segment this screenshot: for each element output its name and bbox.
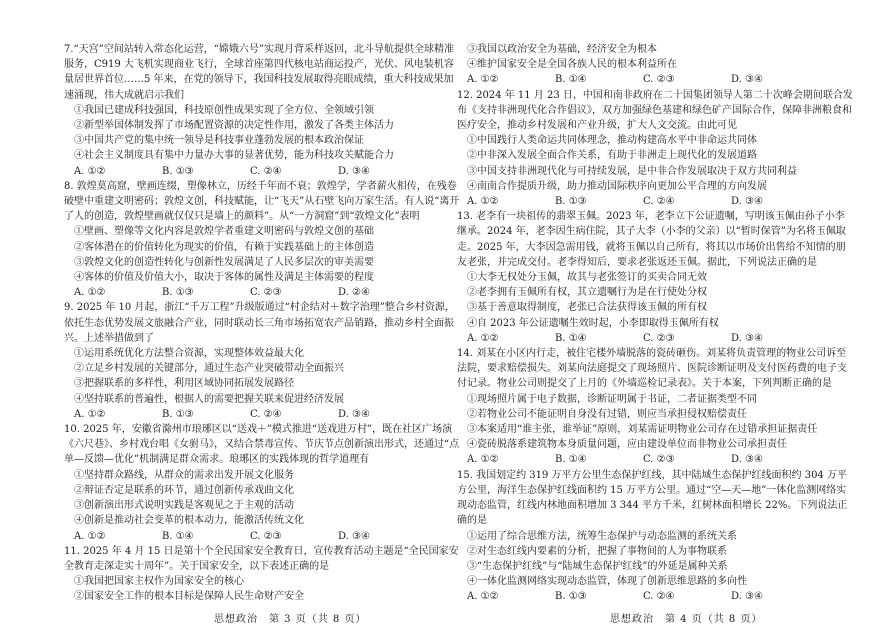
statement-option: ④社会主义制度具有集中力量办大事的显著优势，能为科技攻关赋能合力 [74,150,394,162]
statement-option: ①大李无权处分玉佩，故其与老张签订的买卖合同无效 [467,272,707,284]
question-stem: 15. 我国划定约 319 万平方公里生态保护红线，其中陆域生态保护红线面积约 304 万平方公里，海洋生态保护红线面积约 15 万平方公里。通过“空—天—地”一体化监测网络实现动态监管，红线内林地面积增加 3 344 平方千米，红树林面积增长 22%。下列说法正确的是 [457,469,848,527]
question-block [457,42,853,88]
statement-option: ③中国共产党的集中统一领导是科技事业蓬勃发展的根本政治保证 [74,135,364,147]
answer-choice: D. ③④ [731,74,763,86]
statement-option: ③我国以政治安全为基础，经济安全为根本 [467,44,657,55]
answer-choice: A. ①② [467,196,499,208]
statement-option: ③创新演出形式说明实践是客观见之于主观的活动 [74,500,294,512]
answer-choice: B. ①④ [555,74,587,86]
statement-option: ①壁画、塑像等文化内容是敦煌学者重建文明密码与敦煌文创的基础 [74,226,374,238]
answer-choice: D. ③④ [338,165,370,177]
answer-choice: B. ①④ [162,530,194,542]
statement-option: ③“生态保护红线”与“陆域生态保护红线”的外延是属种关系 [467,560,728,572]
statement-option: ④一体化监测网络实现动态监管，体现了创新思维思路的多向性 [467,576,747,588]
answer-choices [457,331,853,346]
question-stem: 10. 2025 年，安徽省滁州市琅琊区以“送戏＋”模式推进“送戏进万村”，既在社区广场演《六尺巷》、乡村戏台唱《女驸马》，又结合禁毒宣传、节庆节点创新演出形式，还通过“点单—反馈—优化”机制满足群众需求。琅琊区的实践体现的哲学道理有 [64,424,460,466]
question-stem: 14. 刘某在小区内行走，被住宅楼外墙脱落的瓷砖砸伤。刘某将负责管理的物业公司诉至法院，要求赔偿损失。刘某向法庭提交了现场照片、医院诊断证明及支付医药费的电子支付记录。物业公司则提交了上月的《外墙巡检记录表》。关于本案，下列判断正确的是 [457,348,847,390]
statement-option: ②中非深入发展全面合作关系，有助于非洲走上现代化的发展道路 [467,150,757,162]
statement-option: ①我国把国家主权作为国家安全的核心 [74,576,244,588]
answer-choice: B. ①③ [162,165,194,177]
question-block [64,544,460,605]
answer-choice: D. ②④ [338,287,370,299]
question-block [64,42,460,179]
statement-option: ③中国支持非洲现代化与可持续发展，是中非合作发展取决于双方共同利益 [467,165,797,177]
answer-choice: D. ③④ [731,591,763,603]
statement-option: ④坚持联系的普遍性，根据人的需要把握关联来促进经济发展 [74,393,344,405]
page-footer-right: 思想政治 第 4 页（共 8 页） [610,614,763,625]
question-stem: 12. 2024 年 11 月 23 日，中国和南非政府在二十国集团领导人第二十次峰会期间联合发布《支持非洲现代化合作倡议》，双方加强绿色基建和绿色矿产国际合作，保障非洲粮食和医疗安全，推动乡村发展和产业升级，扩大人文交流。由此可见 [457,89,853,132]
question-block [64,300,460,422]
statement-option: ②新型举国体制发挥了市场配置资源的决定性作用，激发了各类主体活力 [74,120,394,132]
question-block [457,88,853,210]
statement-option: ②国家安全工作的根本目标是保障人民生命财产安全 [74,591,304,603]
answer-choice: A. ①② [74,287,106,299]
statement-option: ①中国践行人类命运共同体理念，推动构建高水平中非命运共同体 [467,135,757,147]
answer-choice: C. ②③ [250,530,282,542]
question-stem: 13. 老李有一块祖传的翡翠玉佩。2023 年，老李立下公证遗嘱，写明该玉佩由孙子小李继承。2024 年，老李因生病住院，其子大李（小李的父亲）以“暂时保管”为名将玉佩取走。2025 年，大李因急需用钱，就将玉佩以自己所有，将其以市场价出售给不知情的朋友老张，并完成交付。老李得知后，要求老张返还玉佩。据此，下列说法正确的是 [457,211,846,268]
statement-option: ③敦煌文化的创造性转化与创新性发展满足了人民多层次的审美需要 [74,256,374,268]
answer-choice: A. ①② [74,530,106,542]
statement-option: ④自 2023 年公证遗嘱生效时起，小李即取得玉佩所有权 [467,317,719,329]
statement-option: ②客体潜在的价值转化为现实的价值，有赖于实践基础上的主体创造 [74,241,374,253]
answer-choice: A. ①② [74,165,106,177]
answer-choice: A. ①② [467,454,499,466]
statement-option: ①坚持群众路线，从群众的需求出发开展文化服务 [74,469,294,481]
answer-choices [457,72,853,87]
question-stem: 7.“天宫”空间站转入常态化运营，“嫦娥六号”实现月背采样返回，北斗导航提供全球精准服务，C919 大飞机实现商业飞行，全球首座第四代核电站商运投产，光伏、风电装机容量居世界首位……5 年来，在党的领导下，我国科技发展取得亮眼成绩，重大科技成果加速涌现，伟大成就启示我们 [64,44,454,101]
statement-option: ②立足乡村发展的关键部分，通过生态产业突破带动全面振兴 [74,363,344,375]
answer-choice: C. ②④ [250,408,282,420]
question-stem: 9. 2025 年 10 月起，浙江“千万工程”升级版通过“村企结对＋数字治理”整合乡村资源，依托生态优势发展文旅融合产业，同时联动长三角市场拓宽农产品销路，推动乡村全面振兴。上述举措做到了 [64,302,455,344]
answer-choices [64,407,460,422]
question-stem: 11. 2025 年 4 月 15 日是第十个全民国家安全教育日，宣传教育活动主题是“全民国家安全教育走深走实十周年”。关于国家安全，以下表述正确的是 [64,545,459,572]
answer-choices [457,452,853,467]
answer-choices [64,164,460,179]
answer-choice: C. ②④ [643,591,675,603]
answer-choice: C. ②③ [643,74,675,86]
statement-option: ①我国已建成科技强国，科技原创性成果实现了全方位、全领域引领 [74,104,374,116]
answer-choices [64,529,460,544]
answer-choice: B. ①③ [555,196,587,208]
statement-option: ④瓷砖脱落系建筑物本身质量问题，应由建设单位而非物业公司承担责任 [467,439,787,451]
answer-choice: B. ①④ [555,332,587,344]
statement-option: ①现场照片属于电子数据，诊断证明属于书证，二者证据类型不同 [467,393,757,405]
question-block [457,468,853,605]
question-block [64,422,460,544]
right-column [457,42,853,605]
statement-option: ②若物业公司不能证明自身没有过错，则应当承担侵权赔偿责任 [467,408,747,420]
answer-choice: D. ③④ [731,196,763,208]
answer-choice: A. ①② [467,591,499,603]
answer-choices [457,194,853,209]
answer-choice: D. ③④ [731,332,763,344]
answer-choice: A. ①② [467,74,499,86]
question-block [457,209,853,346]
answer-choice: C. ②④ [643,196,675,208]
answer-choice: C. ②③ [643,332,675,344]
question-block [64,179,460,301]
statement-option: ②对生态红线内要素的分析，把握了事物间的人为事物联系 [467,545,727,557]
answer-choice: D. ③④ [338,530,370,542]
answer-choice: C. ②③ [250,287,282,299]
statement-option: ③本案适用“谁主张，谁举证”原则，刘某需证明物业公司存在过错承担证据责任 [467,424,818,436]
answer-choices [64,285,460,300]
page-footer-left: 思想政治 第 3 页（共 8 页） [214,614,367,625]
answer-choice: B. ①③ [162,408,194,420]
statement-option: ④客体的价值及价值大小，取决于客体的属性及满足主体需要的程度 [74,272,374,284]
answer-choice: C. ②④ [250,165,282,177]
answer-choice: A. ①② [74,408,106,420]
statement-option: ②辩证否定是联系的环节，通过创新传承戏曲文化 [74,484,294,496]
statement-option: ④南南合作提质升级，助力推动国际秩序向更加公平合理的方向发展 [467,180,767,192]
answer-choice: B. ①③ [555,591,587,603]
answer-choice: C. ②③ [643,454,675,466]
answer-choice: A. ①② [467,332,499,344]
left-column [64,42,460,605]
statement-option: ③把握联系的多样性，利用区域协同拓展发展路径 [74,378,294,390]
statement-option: ①运用了综合思维方法，统筹生态保护与动态监测的系统关系 [467,530,737,542]
statement-option: ①运用系统优化方法整合资源，实现整体效益最大化 [74,348,304,360]
answer-choice: D. ③④ [731,454,763,466]
statement-option: ④创新是推动社会变革的根本动力，能激活传统文化 [74,515,304,527]
question-stem: 8. 敦煌莫高窟，壁画连缀，塑像林立，历经千年而不衰；敦煌学，学者薪火相传，在残卷破壁中重建文明密码；敦煌文创，科技赋能，让“飞天”从石壁飞向万家生活。有人说“离开了人的创造，敦煌壁画就仅仅只是墙上的颜料”。从“一方洞窟”到“敦煌文化”表明 [64,180,460,223]
answer-choice: B. ①④ [555,454,587,466]
answer-choices [457,589,853,604]
answer-choice: D. ③④ [338,408,370,420]
statement-option: ②老李拥有玉佩所有权，其立遗嘱行为是在行使处分权 [467,287,707,299]
question-block [457,346,853,468]
statement-option: ④维护国家安全是全国各族人民的根本利益所在 [467,59,677,71]
statement-option: ③基于善意取得制度，老张已合法获得该玉佩的所有权 [467,302,707,314]
answer-choice: B. ①③ [162,287,194,299]
